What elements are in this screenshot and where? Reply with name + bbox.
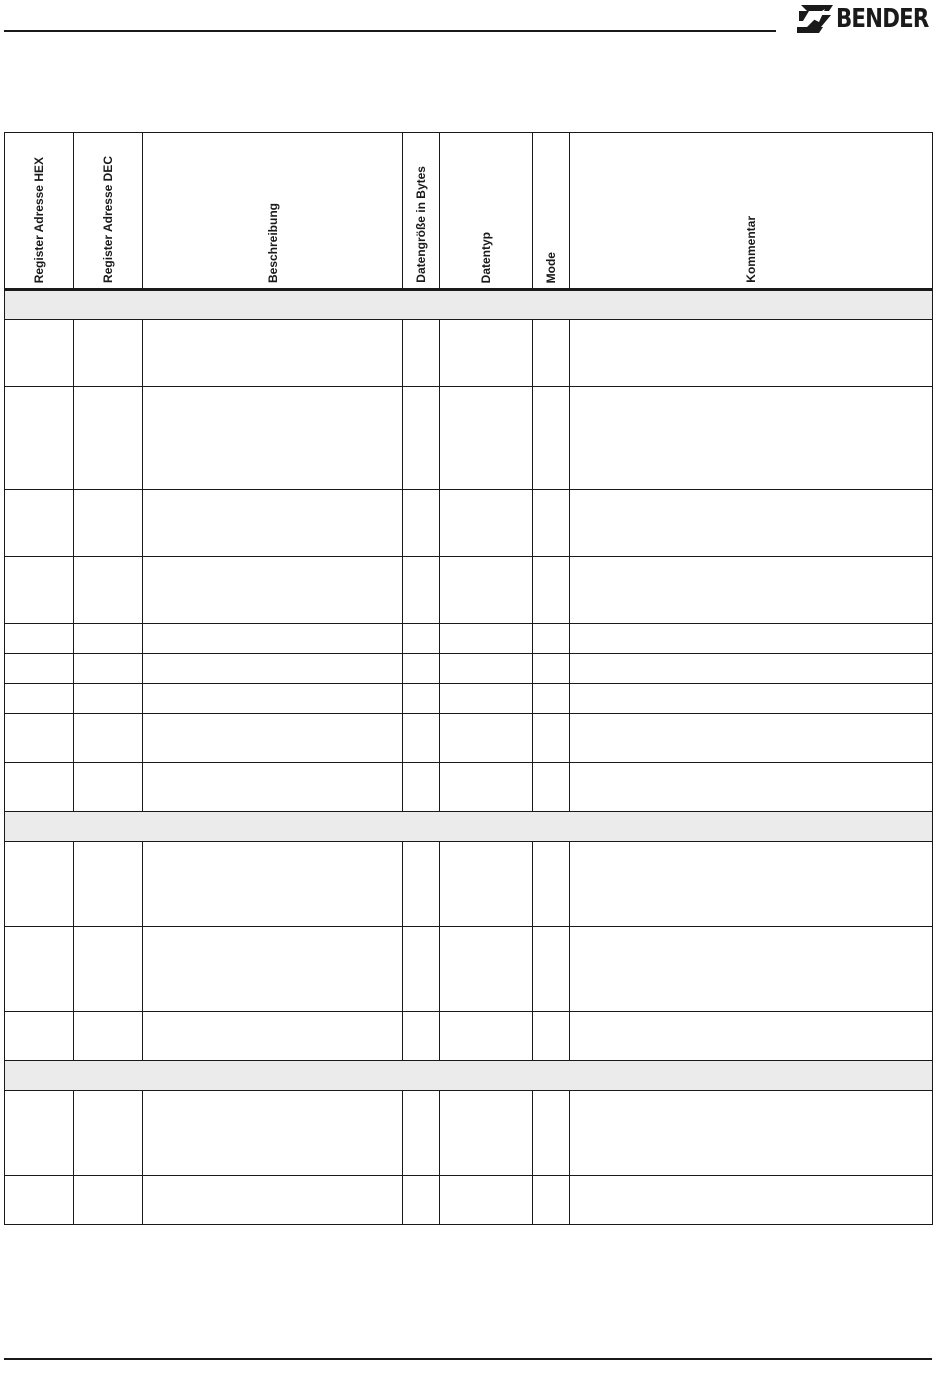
col-header-comment-label: Kommentar — [744, 216, 758, 283]
section-row — [5, 812, 933, 842]
table-row — [5, 684, 933, 714]
table-header-row — [5, 133, 933, 290]
col-header-description — [143, 133, 403, 290]
table-row — [5, 1176, 933, 1225]
col-header-hex — [5, 133, 74, 290]
footer-rule — [4, 1358, 932, 1360]
col-header-datatype — [440, 133, 533, 290]
table-row — [5, 842, 933, 927]
table-row — [5, 654, 933, 684]
logo-text: BENDER — [836, 4, 929, 34]
table-row — [5, 490, 933, 557]
col-header-comment — [570, 133, 933, 290]
table-row — [5, 714, 933, 763]
section-row — [5, 1061, 933, 1091]
table-row — [5, 927, 933, 1012]
col-header-dec — [74, 133, 143, 290]
col-header-mode-label: Mode — [544, 251, 558, 283]
bender-logo — [797, 4, 949, 34]
table-row — [5, 557, 933, 624]
table-row — [5, 624, 933, 654]
col-header-hex-label: Register Adresse HEX — [32, 156, 46, 283]
table-row — [5, 320, 933, 387]
header-rule — [4, 30, 776, 32]
table-row — [5, 387, 933, 490]
col-header-mode — [533, 133, 570, 290]
col-header-size — [403, 133, 440, 290]
table-row — [5, 1091, 933, 1176]
col-header-datatype-label: Datentyp — [479, 231, 493, 283]
table-row — [5, 1012, 933, 1061]
col-header-dec-label: Register Adresse DEC — [101, 156, 115, 283]
bender-logo-icon — [797, 5, 833, 33]
col-header-size-label: Datengröße in Bytes — [414, 166, 428, 283]
section-row — [5, 290, 933, 320]
table-row — [5, 763, 933, 812]
col-header-description-label: Beschreibung — [265, 202, 280, 283]
register-table — [4, 132, 933, 1225]
